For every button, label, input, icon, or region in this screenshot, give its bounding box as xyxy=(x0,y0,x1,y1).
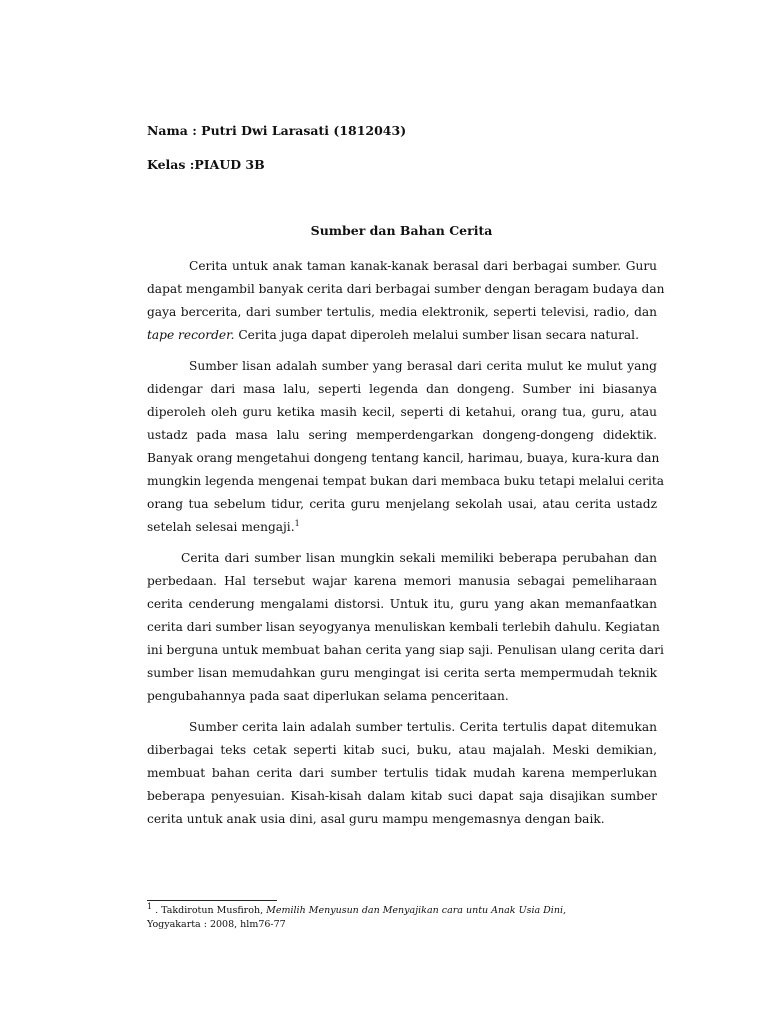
student-class-line: Kelas :PIAUD 3B xyxy=(147,157,265,172)
text-line: diberbagai teks cetak seperti kitab suci, buku, atau majalah. Meski demikian, xyxy=(147,743,657,757)
footnote-line-1 xyxy=(147,901,567,918)
footnote-publisher: Yogyakarta : 2008, hlm76-77 xyxy=(147,919,286,930)
text-line: membuat bahan cerita dari sumber tertulis tidak mudah karena memperlukan xyxy=(147,766,657,780)
text-line: cerita untuk anak usia dini, asal guru mampu mengemasnya dengan baik. xyxy=(147,812,605,826)
student-name-line: Nama : Putri Dwi Larasati (1812043) xyxy=(147,123,407,138)
text-line: beberapa penyesuian. Kisah-kisah dalam kitab suci dapat saja disajikan sumber xyxy=(147,789,657,803)
text-line: ustadz pada masa lalu sering memperdengarkan dongeng-dongeng didektik. xyxy=(147,428,657,442)
text-line: Banyak orang mengetahui dongeng tentang kancil, harimau, buaya, kura-kura dan xyxy=(147,451,660,465)
text-line: cerita dari sumber lisan seyogyanya menuliskan kembali terlebih dahulu. Kegiatan xyxy=(147,620,660,634)
text-run: setelah selesai mengaji. xyxy=(147,520,295,534)
text-line: mungkin legenda mengenai tempat bukan dari membaca buku tetapi melalui cerita xyxy=(147,474,665,488)
text-line: perbedaan. Hal tersebut wajar karena memori manusia sebagai pemeliharaan xyxy=(147,574,657,588)
footnote-number: 1 xyxy=(147,901,153,911)
text-line: Sumber cerita lain adalah sumber tertulis. Cerita tertulis dapat ditemukan xyxy=(189,720,657,734)
document-title: Sumber dan Bahan Cerita xyxy=(310,223,493,238)
text-line: pengubahannya pada saat diperlukan selama penceritaan. xyxy=(147,689,509,703)
footnote-separator xyxy=(147,900,277,901)
footnote-author: . Takdirotun Musfiroh, xyxy=(152,905,264,916)
text-line: ini berguna untuk membuat bahan cerita yang siap saji. Penulisan ulang cerita dari xyxy=(147,643,664,657)
text-line xyxy=(147,519,657,535)
text-line: diperoleh oleh guru ketika masih kecil, seperti di ketahui, orang tua, guru, atau xyxy=(147,405,657,419)
italic-term: tape recorder. xyxy=(147,328,235,342)
footnote-book-title: Memilih Menyusun dan Menyajikan cara untu Anak Usia Dini, xyxy=(266,905,567,916)
text-line: didengar dari masa lalu, seperti legenda dan dongeng. Sumber ini biasanya xyxy=(147,382,657,396)
text-line: gaya bercerita, dari sumber tertulis, media elektronik, seperti televisi, radio, dan xyxy=(147,305,657,319)
footnote-marker: 1 xyxy=(294,518,300,528)
text-run: Cerita juga dapat diperoleh melalui sumber lisan secara natural. xyxy=(234,328,639,342)
text-line: dapat mengambil banyak cerita dari berbagai sumber dengan beragam budaya dan xyxy=(147,282,665,296)
text-line: orang tua sebelum tidur, cerita guru menjelang sekolah usai, atau cerita ustadz xyxy=(147,497,657,511)
text-line: Sumber lisan adalah sumber yang berasal dari cerita mulut ke mulut yang xyxy=(189,359,657,373)
text-line: sumber lisan memudahkan guru mengingat isi cerita serta mempermudah teknik xyxy=(147,666,657,680)
text-line: Cerita untuk anak taman kanak-kanak berasal dari berbagai sumber. Guru xyxy=(189,259,657,273)
text-line: cerita cenderung mengalami distorsi. Untuk itu, guru yang akan memanfaatkan xyxy=(147,597,657,611)
text-line xyxy=(147,327,657,343)
text-line: Cerita dari sumber lisan mungkin sekali memiliki beberapa perubahan dan xyxy=(181,551,657,565)
